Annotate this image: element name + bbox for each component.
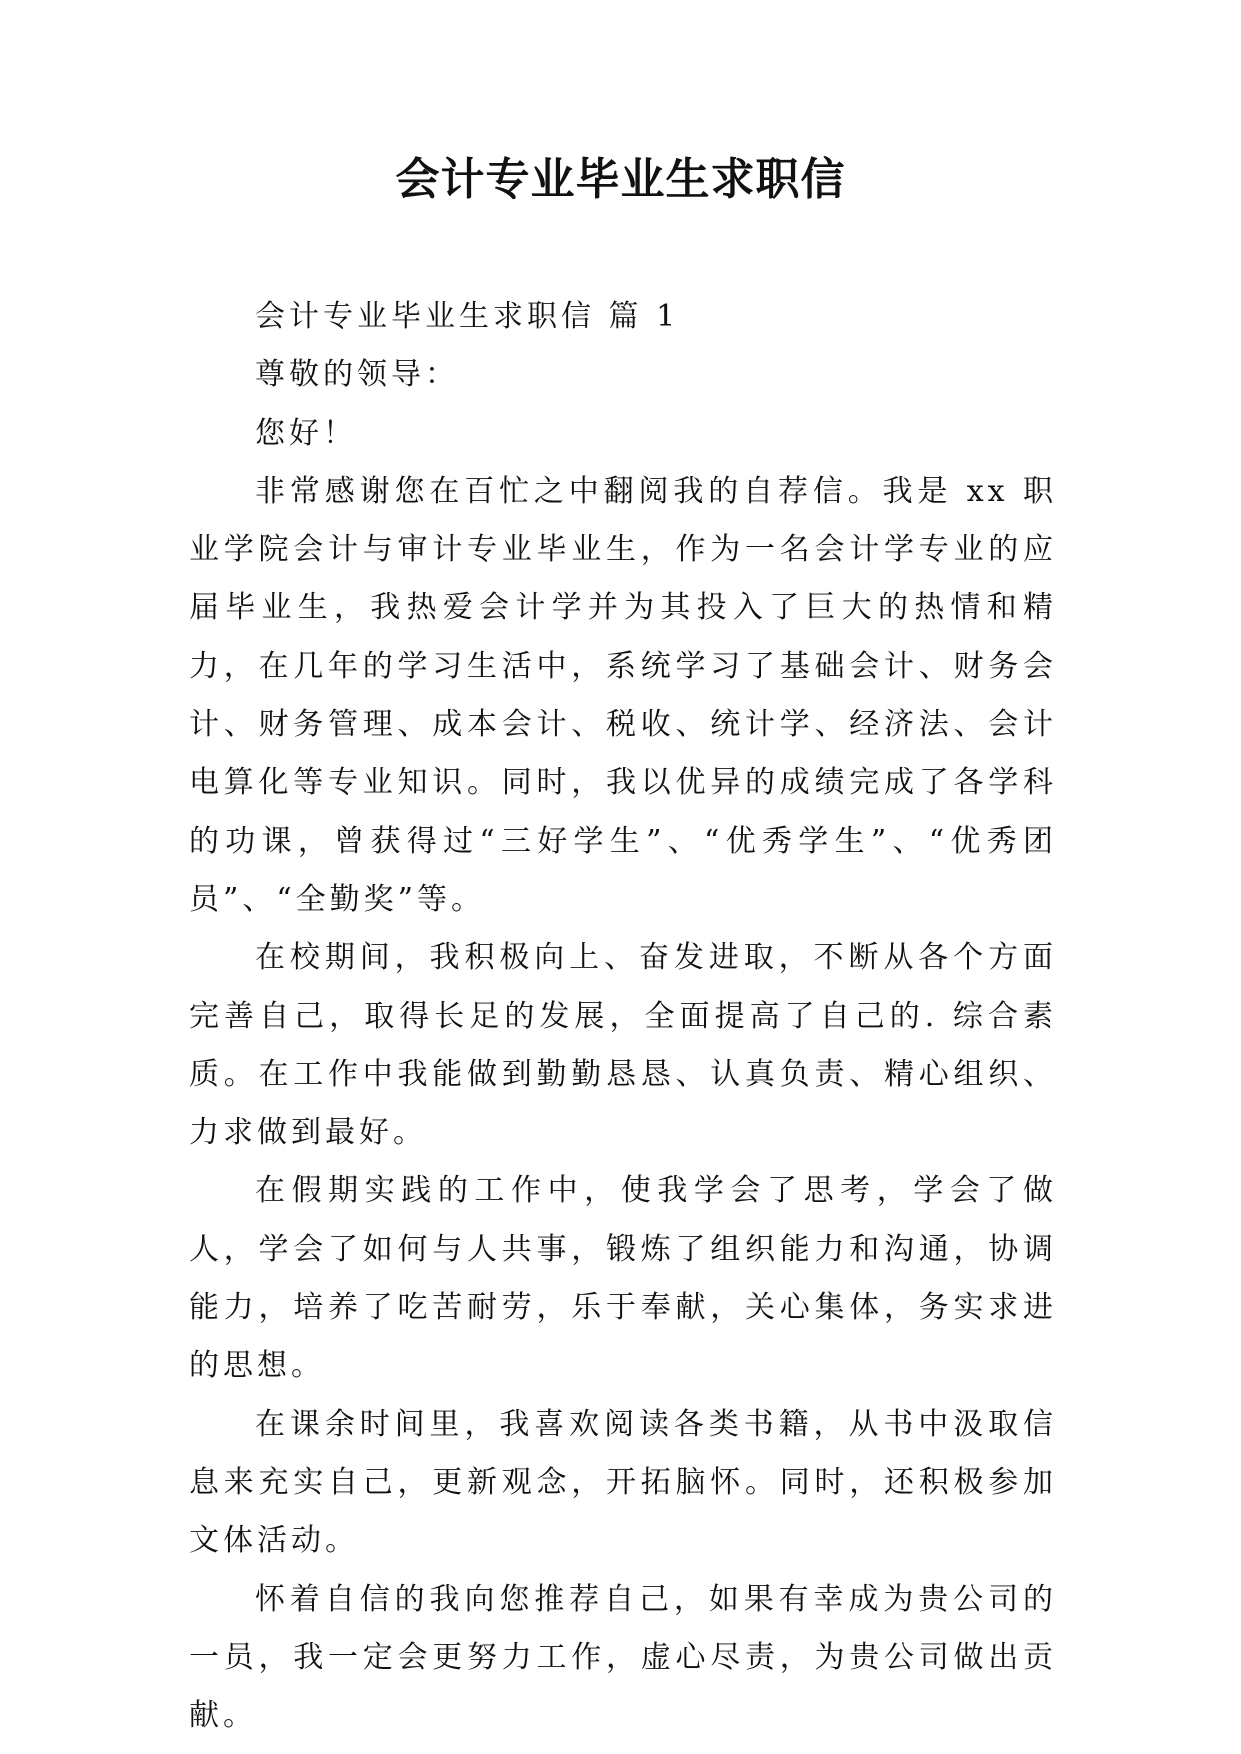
body-paragraph: 怀着自信的我向您推荐自己，如果有幸成为贵公司的一员，我一定会更努力工作，虚心尽责，为贵公司做出贡献。 (189, 1581, 1057, 1734)
document-body (189, 288, 1057, 1745)
salutation: 尊敬的领导： (255, 357, 459, 393)
document-title: 会计专业毕业生求职信 (395, 154, 846, 205)
body-paragraph: 在课余时间里，我喜欢阅读各类书籍，从书中汲取信息来充实自己，更新观念，开拓脑怀。同时，还积极参加文体活动。 (189, 1406, 1057, 1559)
section-heading: 会计专业毕业生求职信 篇 1 (255, 299, 680, 334)
body-paragraph: 非常感谢您在百忙之中翻阅我的自荐信。我是 xx 职业学院会计与审计专业毕业生，作为一名会计学专业的应届毕业生，我热爱会计学并为其投入了巨大的热情和精力，在几年的学习生活中，系统学习了基础会计、财务会计、财务管理、成本会计、税收、统计学、经济法、会计电算化等专业知识。同时，我以优异的成绩完成了各学科的功课，曾获得过“三好学生”、“优秀学生”、“优秀团员”、“全勤奖”等。 (189, 473, 1057, 917)
body-paragraph: 在假期实践的工作中，使我学会了思考，学会了做人，学会了如何与人共事，锻炼了组织能力和沟通，协调能力，培养了吃苦耐劳，乐于奉献，关心集体，务实求进的思想。 (189, 1173, 1057, 1384)
body-paragraph: 在校期间，我积极向上、奋发进取，不断从各个方面完善自己，取得长足的发展，全面提高了自己的. 综合素质。在工作中我能做到勤勤恳恳、认真负责、精心组织、力求做到最好。 (189, 940, 1057, 1151)
greeting: 您好！ (255, 415, 357, 451)
